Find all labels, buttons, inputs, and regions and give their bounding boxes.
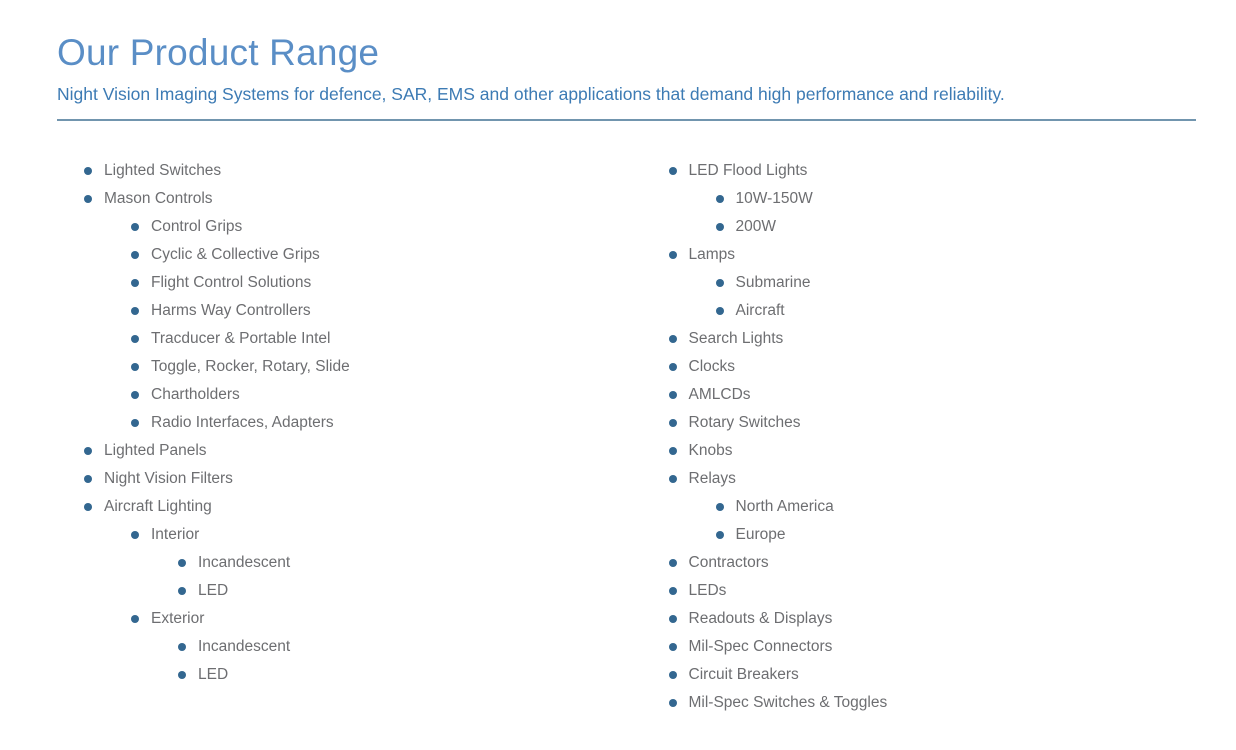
list-item bbox=[669, 241, 1197, 269]
list-item-label: Cyclic & Collective Grips bbox=[151, 246, 320, 263]
bullet-icon bbox=[84, 447, 92, 455]
list-item-label: Readouts & Displays bbox=[688, 610, 833, 627]
list-item bbox=[669, 577, 1197, 605]
list-item-label: LED bbox=[198, 666, 229, 683]
list-item-label: Control Grips bbox=[151, 218, 243, 235]
bullet-icon bbox=[669, 391, 677, 399]
bullet-icon bbox=[669, 643, 677, 651]
list-item bbox=[84, 521, 627, 549]
list-item bbox=[669, 157, 1197, 185]
list-item bbox=[84, 297, 627, 325]
page-subtitle: Night Vision Imaging Systems for defence, SAR, EMS and other applications that demand high performance and reliability. bbox=[57, 84, 1005, 104]
bullet-icon bbox=[178, 587, 186, 595]
product-lists bbox=[57, 157, 1196, 717]
bullet-icon bbox=[669, 363, 677, 371]
list-item bbox=[84, 549, 627, 577]
list-item-label: Toggle, Rocker, Rotary, Slide bbox=[151, 358, 350, 375]
list-item-label: 10W-150W bbox=[735, 190, 813, 207]
bullet-icon bbox=[84, 167, 92, 175]
list-item-label: Flight Control Solutions bbox=[151, 274, 312, 291]
list-item bbox=[669, 661, 1197, 689]
bullet-icon bbox=[716, 531, 724, 539]
list-item bbox=[84, 185, 627, 213]
list-item-label: Incandescent bbox=[198, 554, 291, 571]
list-item bbox=[84, 213, 627, 241]
bullet-icon bbox=[669, 419, 677, 427]
bullet-icon bbox=[716, 307, 724, 315]
list-item-label: Contractors bbox=[688, 554, 769, 571]
list-item-label: Mil-Spec Connectors bbox=[688, 638, 833, 655]
bullet-icon bbox=[669, 559, 677, 567]
bullet-icon bbox=[131, 223, 139, 231]
list-item-label: Search Lights bbox=[688, 330, 784, 347]
bullet-icon bbox=[669, 475, 677, 483]
list-item-label: Clocks bbox=[688, 358, 736, 375]
list-item bbox=[84, 381, 627, 409]
bullet-icon bbox=[131, 391, 139, 399]
list-item-label: LED Flood Lights bbox=[688, 162, 808, 179]
list-item-label: Radio Interfaces, Adapters bbox=[151, 414, 334, 431]
bullet-icon bbox=[716, 503, 724, 511]
list-item-label: Night Vision Filters bbox=[104, 470, 233, 487]
list-item bbox=[84, 409, 627, 437]
list-item bbox=[84, 325, 627, 353]
list-item bbox=[669, 605, 1197, 633]
list-item bbox=[669, 465, 1197, 493]
list-item bbox=[84, 353, 627, 381]
list-item bbox=[669, 381, 1197, 409]
list-item-label: Knobs bbox=[688, 442, 733, 459]
list-item bbox=[669, 437, 1197, 465]
list-item bbox=[84, 241, 627, 269]
bullet-icon bbox=[131, 335, 139, 343]
list-item bbox=[669, 521, 1197, 549]
list-item-label: 200W bbox=[735, 218, 776, 235]
list-item bbox=[669, 549, 1197, 577]
list-item-label: Interior bbox=[151, 526, 200, 543]
bullet-icon bbox=[669, 615, 677, 623]
list-item-label: North America bbox=[735, 498, 834, 515]
bullet-icon bbox=[716, 223, 724, 231]
list-item-label: Submarine bbox=[735, 274, 811, 291]
bullet-icon bbox=[178, 671, 186, 679]
bullet-icon bbox=[669, 447, 677, 455]
bullet-icon bbox=[84, 195, 92, 203]
list-item-label: Europe bbox=[735, 526, 786, 543]
bullet-icon bbox=[131, 615, 139, 623]
list-item-label: Lighted Panels bbox=[104, 442, 207, 459]
list-item-label: Aircraft Lighting bbox=[104, 498, 212, 515]
list-item-label: Mil-Spec Switches & Toggles bbox=[688, 694, 888, 711]
list-item bbox=[669, 633, 1197, 661]
list-item-label: Lamps bbox=[688, 246, 736, 263]
list-item bbox=[669, 353, 1197, 381]
list-item bbox=[669, 213, 1197, 241]
list-item-label: Mason Controls bbox=[104, 190, 213, 207]
bullet-icon bbox=[669, 699, 677, 707]
list-item bbox=[669, 297, 1197, 325]
list-item bbox=[84, 605, 627, 633]
list-item bbox=[84, 493, 627, 521]
list-item bbox=[669, 409, 1197, 437]
list-item bbox=[84, 437, 627, 465]
bullet-icon bbox=[178, 559, 186, 567]
list-item bbox=[669, 325, 1197, 353]
list-item-label: Lighted Switches bbox=[104, 162, 222, 179]
list-item-label: Exterior bbox=[151, 610, 205, 627]
product-list-left bbox=[57, 157, 627, 717]
list-item bbox=[84, 157, 627, 185]
list-item bbox=[669, 185, 1197, 213]
list-item bbox=[84, 661, 627, 689]
list-item bbox=[669, 269, 1197, 297]
list-item-label: Relays bbox=[688, 470, 736, 487]
bullet-icon bbox=[669, 671, 677, 679]
bullet-icon bbox=[131, 279, 139, 287]
bullet-icon bbox=[131, 251, 139, 259]
bullet-icon bbox=[669, 167, 677, 175]
list-item-label: Harms Way Controllers bbox=[151, 302, 311, 319]
page-title: Our Product Range bbox=[57, 32, 380, 73]
divider bbox=[57, 119, 1196, 121]
list-item bbox=[84, 465, 627, 493]
list-item-label: Tracducer & Portable Intel bbox=[151, 330, 331, 347]
list-item bbox=[84, 633, 627, 661]
list-item-label: LEDs bbox=[688, 582, 727, 599]
bullet-icon bbox=[84, 503, 92, 511]
list-item-label: AMLCDs bbox=[688, 386, 751, 403]
list-item bbox=[84, 269, 627, 297]
bullet-icon bbox=[669, 587, 677, 595]
list-item bbox=[669, 689, 1197, 717]
list-item-label: Rotary Switches bbox=[688, 414, 801, 431]
bullet-icon bbox=[84, 475, 92, 483]
bullet-icon bbox=[716, 195, 724, 203]
bullet-icon bbox=[131, 419, 139, 427]
list-item bbox=[84, 577, 627, 605]
bullet-icon bbox=[716, 279, 724, 287]
list-item-label: Circuit Breakers bbox=[688, 666, 799, 683]
bullet-icon bbox=[131, 363, 139, 371]
list-item-label: Incandescent bbox=[198, 638, 291, 655]
bullet-icon bbox=[669, 251, 677, 259]
list-item-label: LED bbox=[198, 582, 229, 599]
bullet-icon bbox=[178, 643, 186, 651]
list-item bbox=[669, 493, 1197, 521]
bullet-icon bbox=[131, 307, 139, 315]
list-item-label: Aircraft bbox=[735, 302, 785, 319]
list-item-label: Chartholders bbox=[151, 386, 240, 403]
bullet-icon bbox=[131, 531, 139, 539]
product-list-right bbox=[627, 157, 1197, 717]
bullet-icon bbox=[669, 335, 677, 343]
